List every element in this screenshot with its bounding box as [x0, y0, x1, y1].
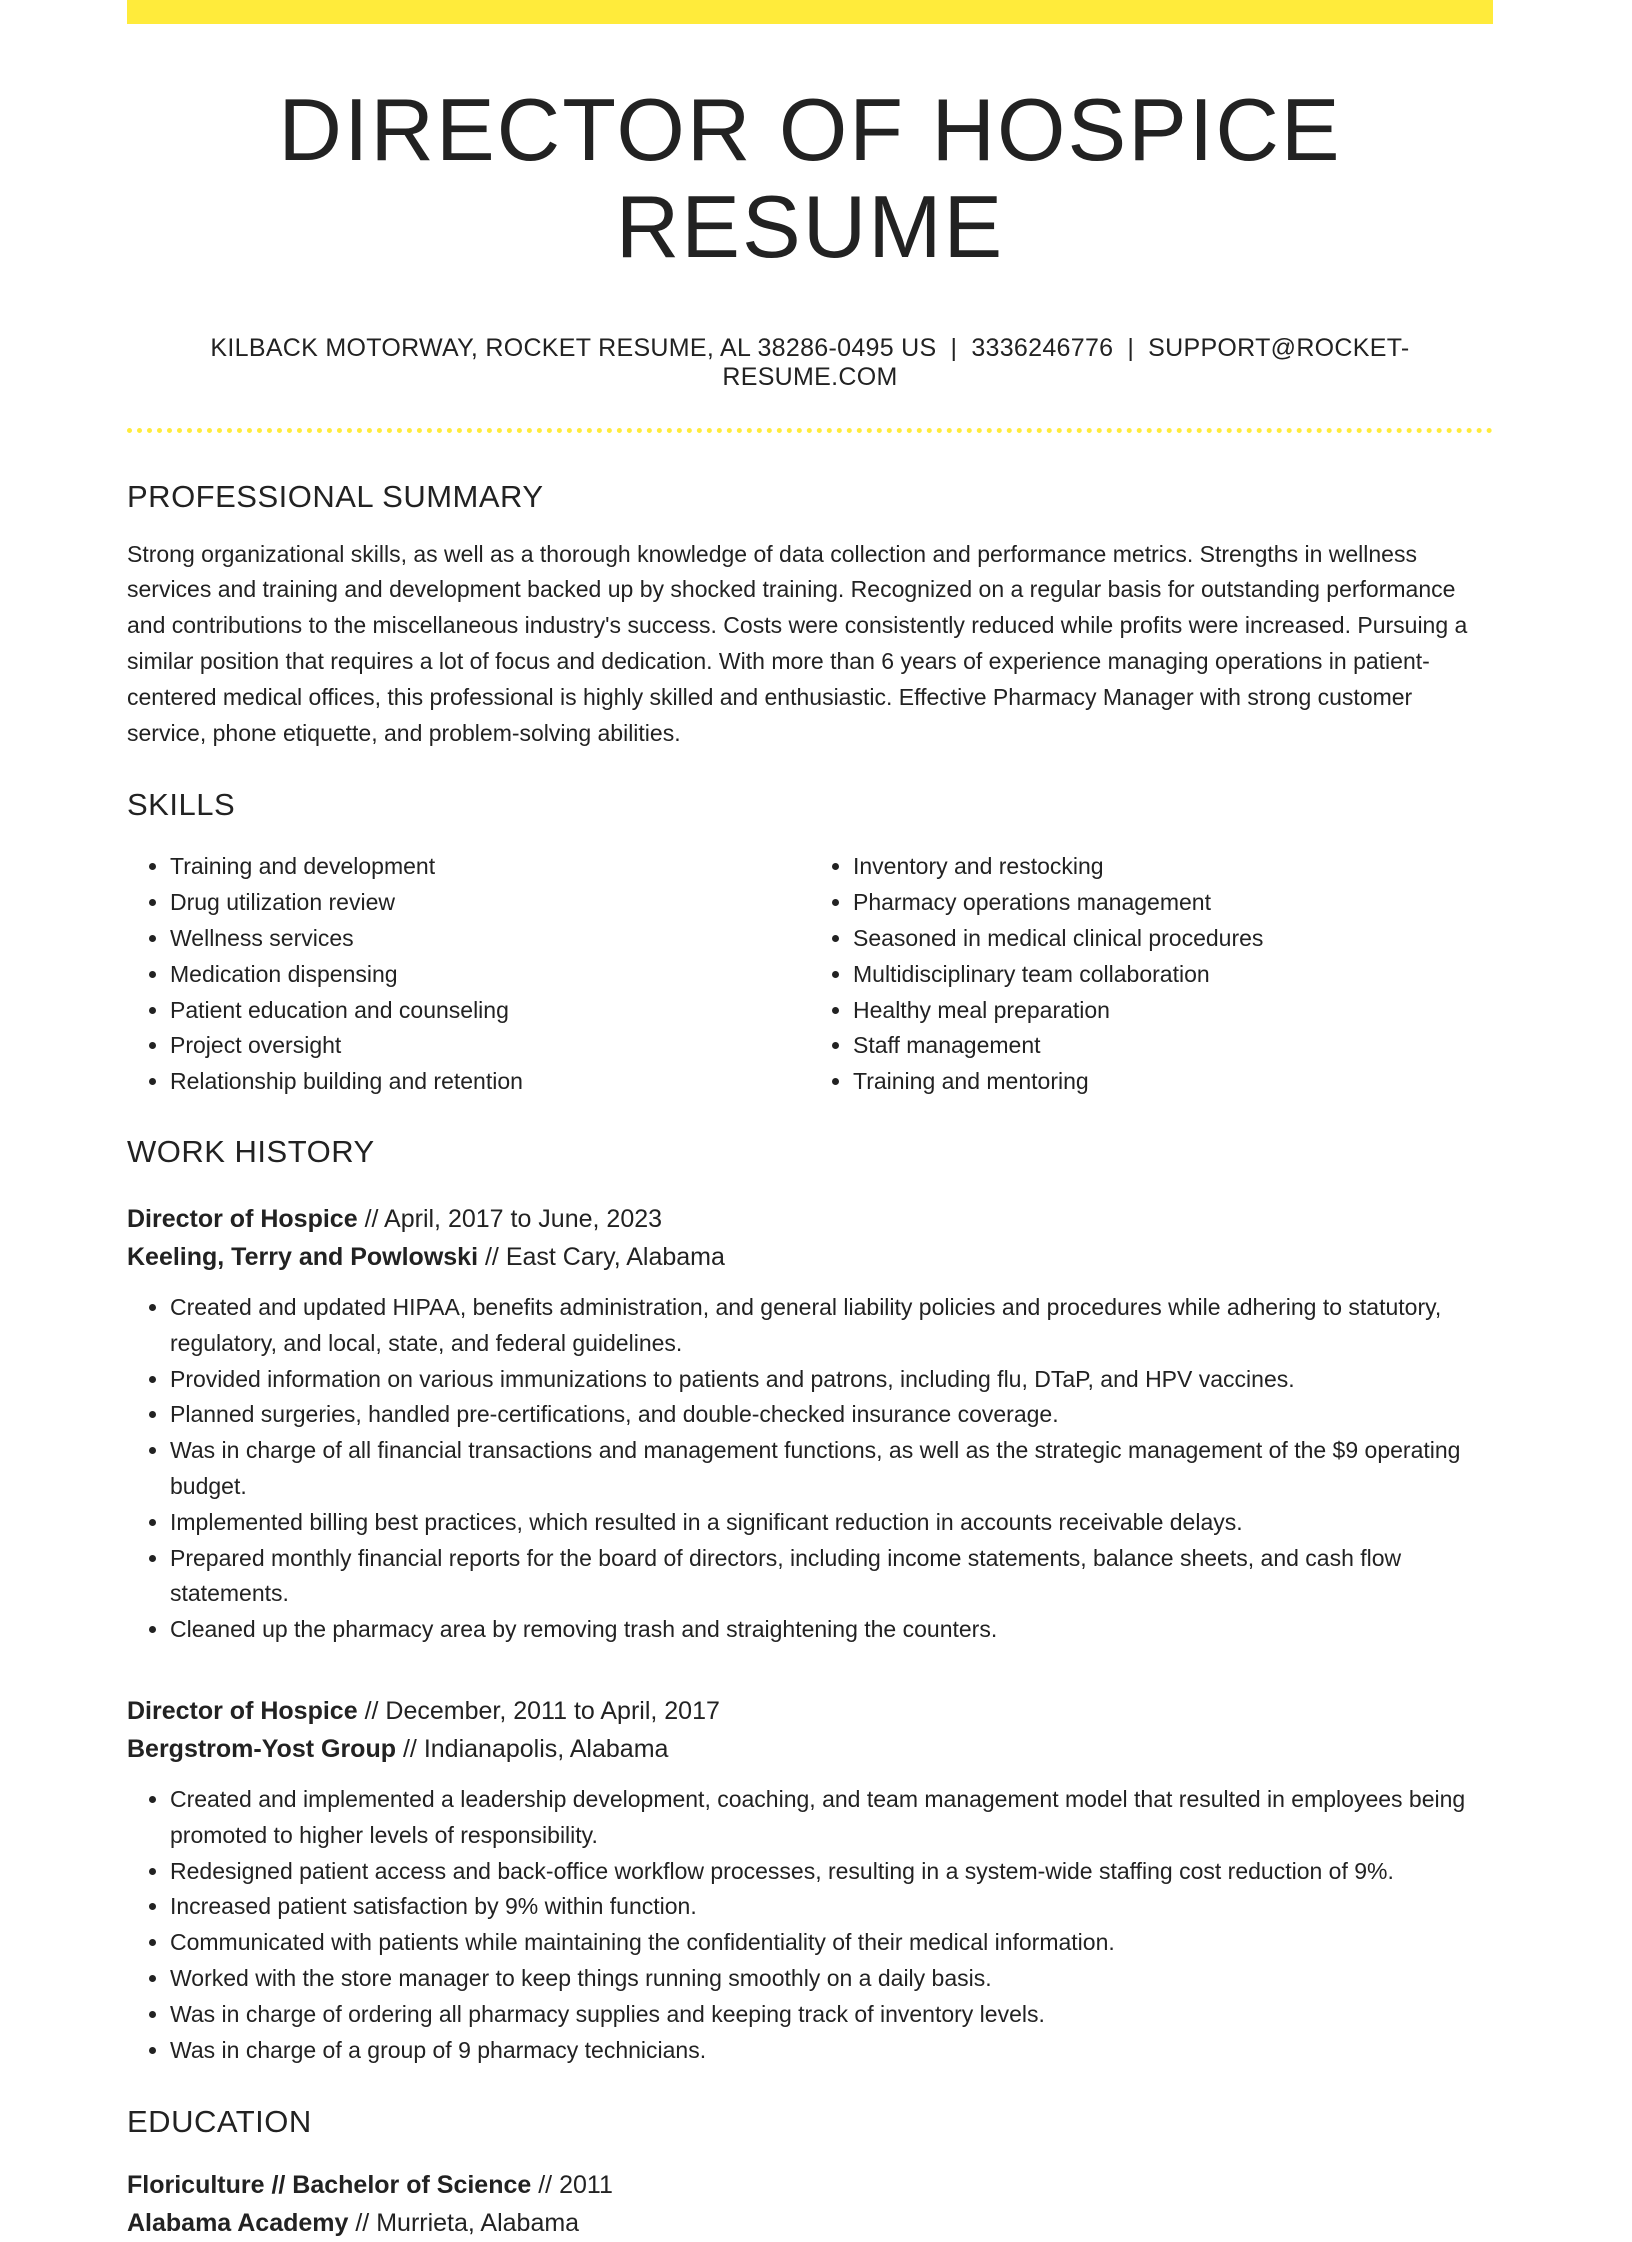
job-title-line	[127, 1692, 1493, 1730]
job-company: Keeling, Terry and Powlowski	[127, 1242, 479, 1271]
skill-item: • Medication dispensing	[170, 957, 810, 993]
contact-address: KILBACK MOTORWAY, ROCKET RESUME, AL 38286-0495 US	[210, 333, 937, 362]
skills-list-right	[810, 849, 1493, 1100]
section-title-summary: PROFESSIONAL SUMMARY	[127, 478, 544, 514]
education-location: Murrieta, Alabama	[376, 2209, 580, 2238]
education-degree-line	[127, 2166, 1493, 2204]
work-history-section	[127, 1134, 1493, 2068]
resume-name-title: DIRECTOR OF HOSPICE RESUME	[278, 80, 1342, 276]
job-duties-list	[127, 1290, 1493, 1648]
duty-item: • Communicated with patients while maintaining the confidentiality of their medical information.	[170, 1925, 1493, 1961]
skill-item: • Pharmacy operations management	[853, 885, 1493, 921]
dotted-divider	[127, 428, 1493, 433]
skill-item: • Drug utilization review	[170, 885, 810, 921]
education-school: Alabama Academy	[127, 2209, 349, 2238]
duty-item: • Was in charge of ordering all pharmacy supplies and keeping track of inventory levels.	[170, 1997, 1493, 2033]
section-title-work: WORK HISTORY	[127, 1133, 375, 1169]
summary-section	[127, 479, 1493, 752]
duty-item: • Increased patient satisfaction by 9% within function.	[170, 1889, 1493, 1925]
skill-item: • Inventory and restocking	[853, 849, 1493, 885]
skills-list-left	[127, 849, 810, 1100]
job-dates: December, 2011 to April, 2017	[385, 1696, 720, 1725]
duty-item: • Implemented billing best practices, which resulted in a significant reduction in accounts receivable delays.	[170, 1505, 1493, 1541]
education-entry	[127, 2166, 1493, 2242]
job-role: Director of Hospice	[127, 1696, 358, 1725]
duty-item: • Planned surgeries, handled pre-certifications, and double-checked insurance coverage.	[170, 1397, 1493, 1433]
section-title-education: EDUCATION	[127, 2104, 312, 2140]
job-role: Director of Hospice	[127, 1204, 358, 1233]
contact-phone: 3336246776	[971, 333, 1114, 362]
skill-item: • Training and development	[170, 849, 810, 885]
duty-item: • Cleaned up the pharmacy area by removing trash and straightening the counters.	[170, 1612, 1493, 1648]
duty-item: • Was in charge of a group of 9 pharmacy technicians.	[170, 2033, 1493, 2069]
job-company-line	[127, 1238, 1493, 1276]
divider: //	[484, 1242, 499, 1271]
skill-item: • Multidisciplinary team collaboration	[853, 957, 1493, 993]
duty-item: • Was in charge of all financial transactions and management functions, as well as the strategic management of the $9 operating budget.	[170, 1433, 1493, 1505]
duty-item: • Prepared monthly financial reports for the board of directors, including income statements, balance sheets, and cash flow statements.	[170, 1541, 1493, 1613]
summary-text: Strong organizational skills, as well as a thorough knowledge of data collection and performance metrics. Strengths in wellness services and training and development backed up by shocked training. Recognized on a regular basis for outstanding performance and contributions to the miscellaneous industry's success. Costs were consistently reduced while profits were increased. Pursuing a similar position that requires a lot of focus and dedication. With more than 6 years of experience managing operations in patient-centered medical offices, this professional is highly skilled and enthusiastic. Effective Pharmacy Manager with strong customer service, phone etiquette, and problem-solving abilities.	[127, 540, 1468, 746]
job-location: East Cary, Alabama	[505, 1242, 725, 1271]
contact-email: SUPPORT@ROCKET-RESUME.COM	[722, 333, 1410, 391]
divider: //	[538, 2171, 553, 2200]
skill-item: • Patient education and counseling	[170, 993, 810, 1029]
education-section	[127, 2104, 1493, 2242]
section-title-skills: SKILLS	[127, 787, 236, 823]
skills-section	[127, 787, 1493, 1100]
contact-line	[127, 334, 1493, 392]
skill-item: • Staff management	[853, 1028, 1493, 1064]
divider: //	[355, 2209, 370, 2238]
job-title-line	[127, 1200, 1493, 1238]
contact-separator: |	[950, 333, 958, 362]
job-company-line	[127, 1730, 1493, 1768]
divider: //	[364, 1204, 379, 1233]
divider: //	[402, 1734, 417, 1763]
job-location: Indianapolis, Alabama	[423, 1734, 669, 1763]
skill-item: • Healthy meal preparation	[853, 993, 1493, 1029]
duty-item: • Worked with the store manager to keep things running smoothly on a daily basis.	[170, 1961, 1493, 1997]
contact-separator: |	[1127, 333, 1135, 362]
duty-item: • Redesigned patient access and back-office workflow processes, resulting in a system-wide staffing cost reduction of 9%.	[170, 1854, 1493, 1890]
education-year: 2011	[559, 2171, 613, 2200]
skill-item: • Project oversight	[170, 1028, 810, 1064]
resume-page	[127, 0, 1493, 2242]
job-dates: April, 2017 to June, 2023	[384, 1204, 663, 1233]
skill-item: • Wellness services	[170, 921, 810, 957]
duty-item: • Created and implemented a leadership development, coaching, and team management model that resulted in employees being promoted to higher levels of responsibility.	[170, 1782, 1493, 1854]
skills-columns	[127, 849, 1493, 1100]
skill-item: • Training and mentoring	[853, 1064, 1493, 1100]
job-entry	[127, 1692, 1493, 2068]
education-degree: Floriculture // Bachelor of Science	[127, 2171, 532, 2200]
job-entry	[127, 1200, 1493, 1648]
accent-top-bar	[127, 0, 1493, 24]
duty-item: • Provided information on various immunizations to patients and patrons, including flu, DTaP, and HPV vaccines.	[170, 1362, 1493, 1398]
divider: //	[364, 1696, 379, 1725]
skill-item: • Relationship building and retention	[170, 1064, 810, 1100]
skill-item: • Seasoned in medical clinical procedures	[853, 921, 1493, 957]
job-company: Bergstrom-Yost Group	[127, 1734, 396, 1763]
duty-item: • Created and updated HIPAA, benefits administration, and general liability policies and procedures while adhering to statutory, regulatory, and local, state, and federal guidelines.	[170, 1290, 1493, 1362]
job-duties-list	[127, 1782, 1493, 2068]
education-school-line	[127, 2204, 1493, 2242]
